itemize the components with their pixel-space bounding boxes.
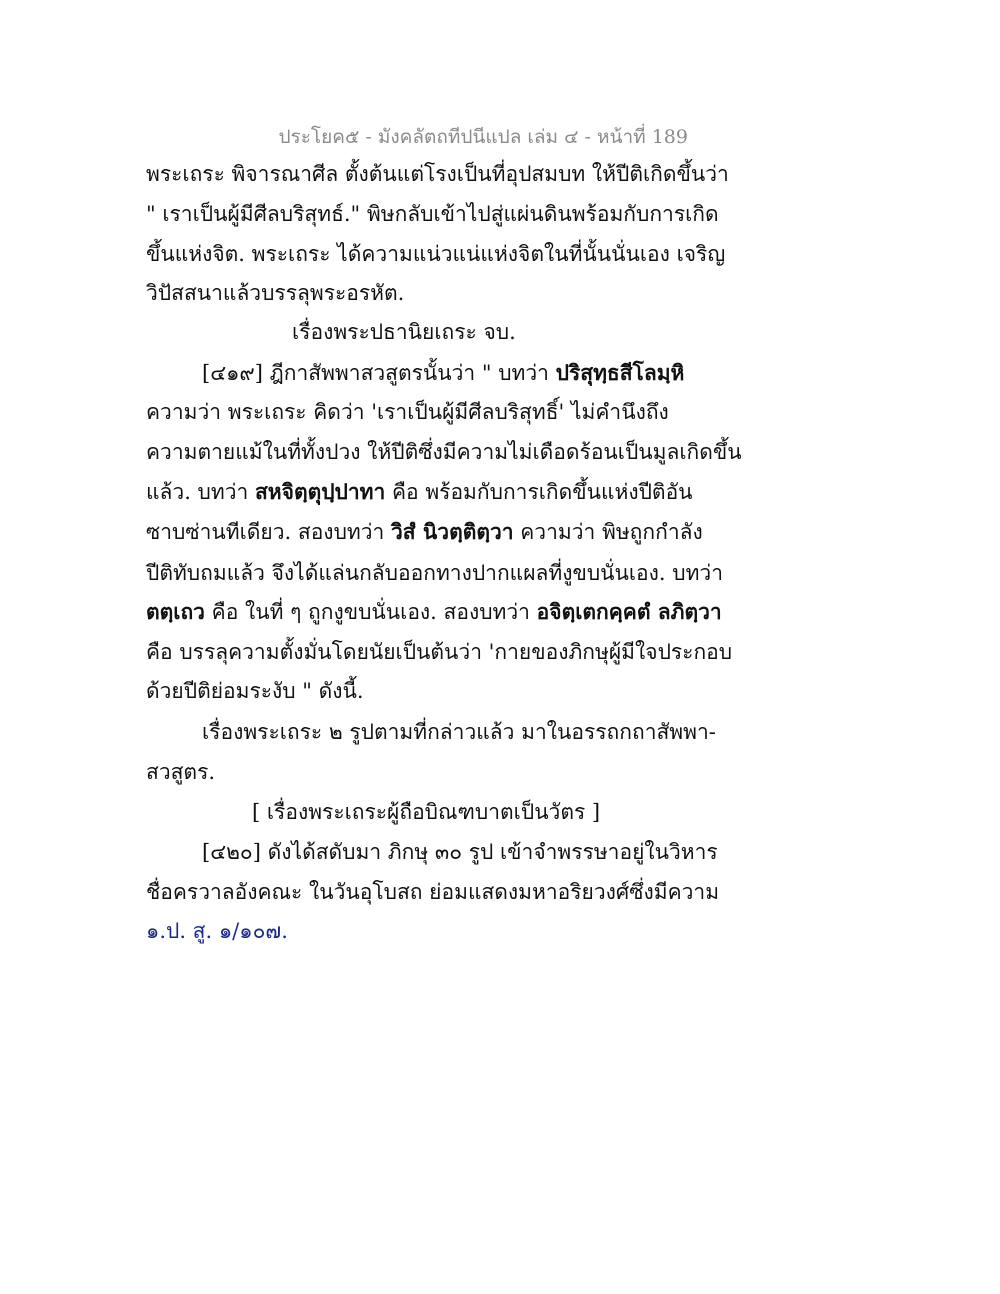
text-run: แล้ว. บทว่า (146, 480, 255, 504)
text-line (146, 758, 215, 786)
text-run: [๔๑๙] ฎีกาสัพพาสวสูตรนั้นว่า " บทว่า (202, 361, 556, 385)
text-run: ขึ้นแห่งจิต. พระเถระ ได้ความแน่วแน่แห่งจิตในที่นั้นนั่นเอง เจริญ (146, 242, 726, 266)
pali-term: วิสํ นิวตฺติตฺวา (391, 519, 514, 544)
text-line (146, 240, 725, 268)
text-run: ความว่า พิษถูกกำลัง (513, 520, 703, 544)
text-run: ๑.ป. สู. ๑/๑๐๗. (146, 919, 288, 943)
paragraph-start-line (202, 718, 716, 746)
paragraph-start-line (202, 838, 718, 866)
text-run: เรื่องพระปธานิยเถระ จบ. (292, 320, 516, 344)
section-title (252, 798, 600, 826)
text-run: ความว่า พระเถระ คิดว่า 'เราเป็นผู้มีศีลบริสุทธิ์' ไม่คำนึงถึง (146, 400, 669, 424)
text-run: " เราเป็นผู้มีศีลบริสุทธ์." พิษกลับเข้าไปสู่แผ่นดินพร้อมกับการเกิด (146, 202, 719, 226)
text-line (146, 200, 719, 228)
text-line (146, 559, 723, 587)
text-run: ปีติทับถมแล้ว จึงได้แล่นกลับออกทางปากแผลที่งูขบนั่นเอง. บทว่า (146, 561, 724, 585)
footnote (146, 917, 288, 945)
pali-term: ตตฺเถว (146, 599, 205, 624)
text-run: ความตายแม้ในที่ทั้งปวง ให้ปีติซึ่งมีความไม่เดือดร้อนเป็นมูลเกิดขึ้น (146, 440, 742, 464)
text-line (146, 638, 732, 666)
text-run: [๔๒๐] ดังได้สดับมา ภิกษุ ๓๐ รูป เข้าจำพรรษาอยู่ในวิหาร (202, 840, 718, 864)
text-run: ด้วยปีติย่อมระงับ " ดังนี้. (146, 679, 364, 703)
text-line (146, 478, 693, 506)
text-line (146, 160, 729, 188)
text-run: คือ บรรลุความตั้งมั่นโดยนัยเป็นต้นว่า 'กายของภิกษุผู้มีใจประกอบ (146, 640, 733, 664)
text-run: วิปัสสนาแล้วบรรลุพระอรหัต. (146, 281, 405, 305)
text-run: คือ ในที่ ๆ ถูกงูขบนั่นเอง. สองบทว่า (204, 600, 537, 624)
text-line (146, 438, 742, 466)
text-line (146, 878, 719, 906)
text-run: พระเถระ พิจารณาศีล ตั้งต้นแต่โรงเป็นที่อุปสมบท ให้ปีติเกิดขึ้นว่า (146, 162, 729, 186)
text-line (146, 677, 364, 705)
section-end-title (292, 318, 516, 346)
text-run: สวสูตร. (146, 760, 216, 784)
text-run: คือ พร้อมกับการเกิดขึ้นแห่งปีติอัน (385, 480, 693, 504)
text-line (146, 279, 404, 307)
text-run: ซาบซ่านทีเดียว. สองบทว่า (146, 520, 391, 544)
pali-term: ปริสุทฺธสีโลมฺหิ (555, 360, 685, 385)
paragraph-start-line (202, 359, 684, 387)
pali-term: สหจิตฺตุปฺปาทา (254, 479, 386, 504)
text-run: เรื่องพระเถระ ๒ รูปตามที่กล่าวแล้ว มาในอรรถกถาสัพพา- (202, 720, 716, 744)
text-line (146, 598, 722, 626)
text-line (146, 518, 703, 546)
text-line (146, 398, 669, 426)
page-header: ประโยค๕ - มังคลัตถทีปนีแปล เล่ม ๔ - หน้าที่ 189 (278, 126, 688, 148)
pali-term: อจิตฺเตกคฺคตํ ลภิตฺวา (536, 599, 722, 624)
text-run: ชื่อครวาลอังคณะ ในวันอุโบสถ ย่อมแสดงมหาอริยวงศ์ซึ่งมีความ (146, 880, 720, 904)
text-run: [ เรื่องพระเถระผู้ถือบิณฑบาตเป็นวัตร ] (252, 800, 601, 824)
